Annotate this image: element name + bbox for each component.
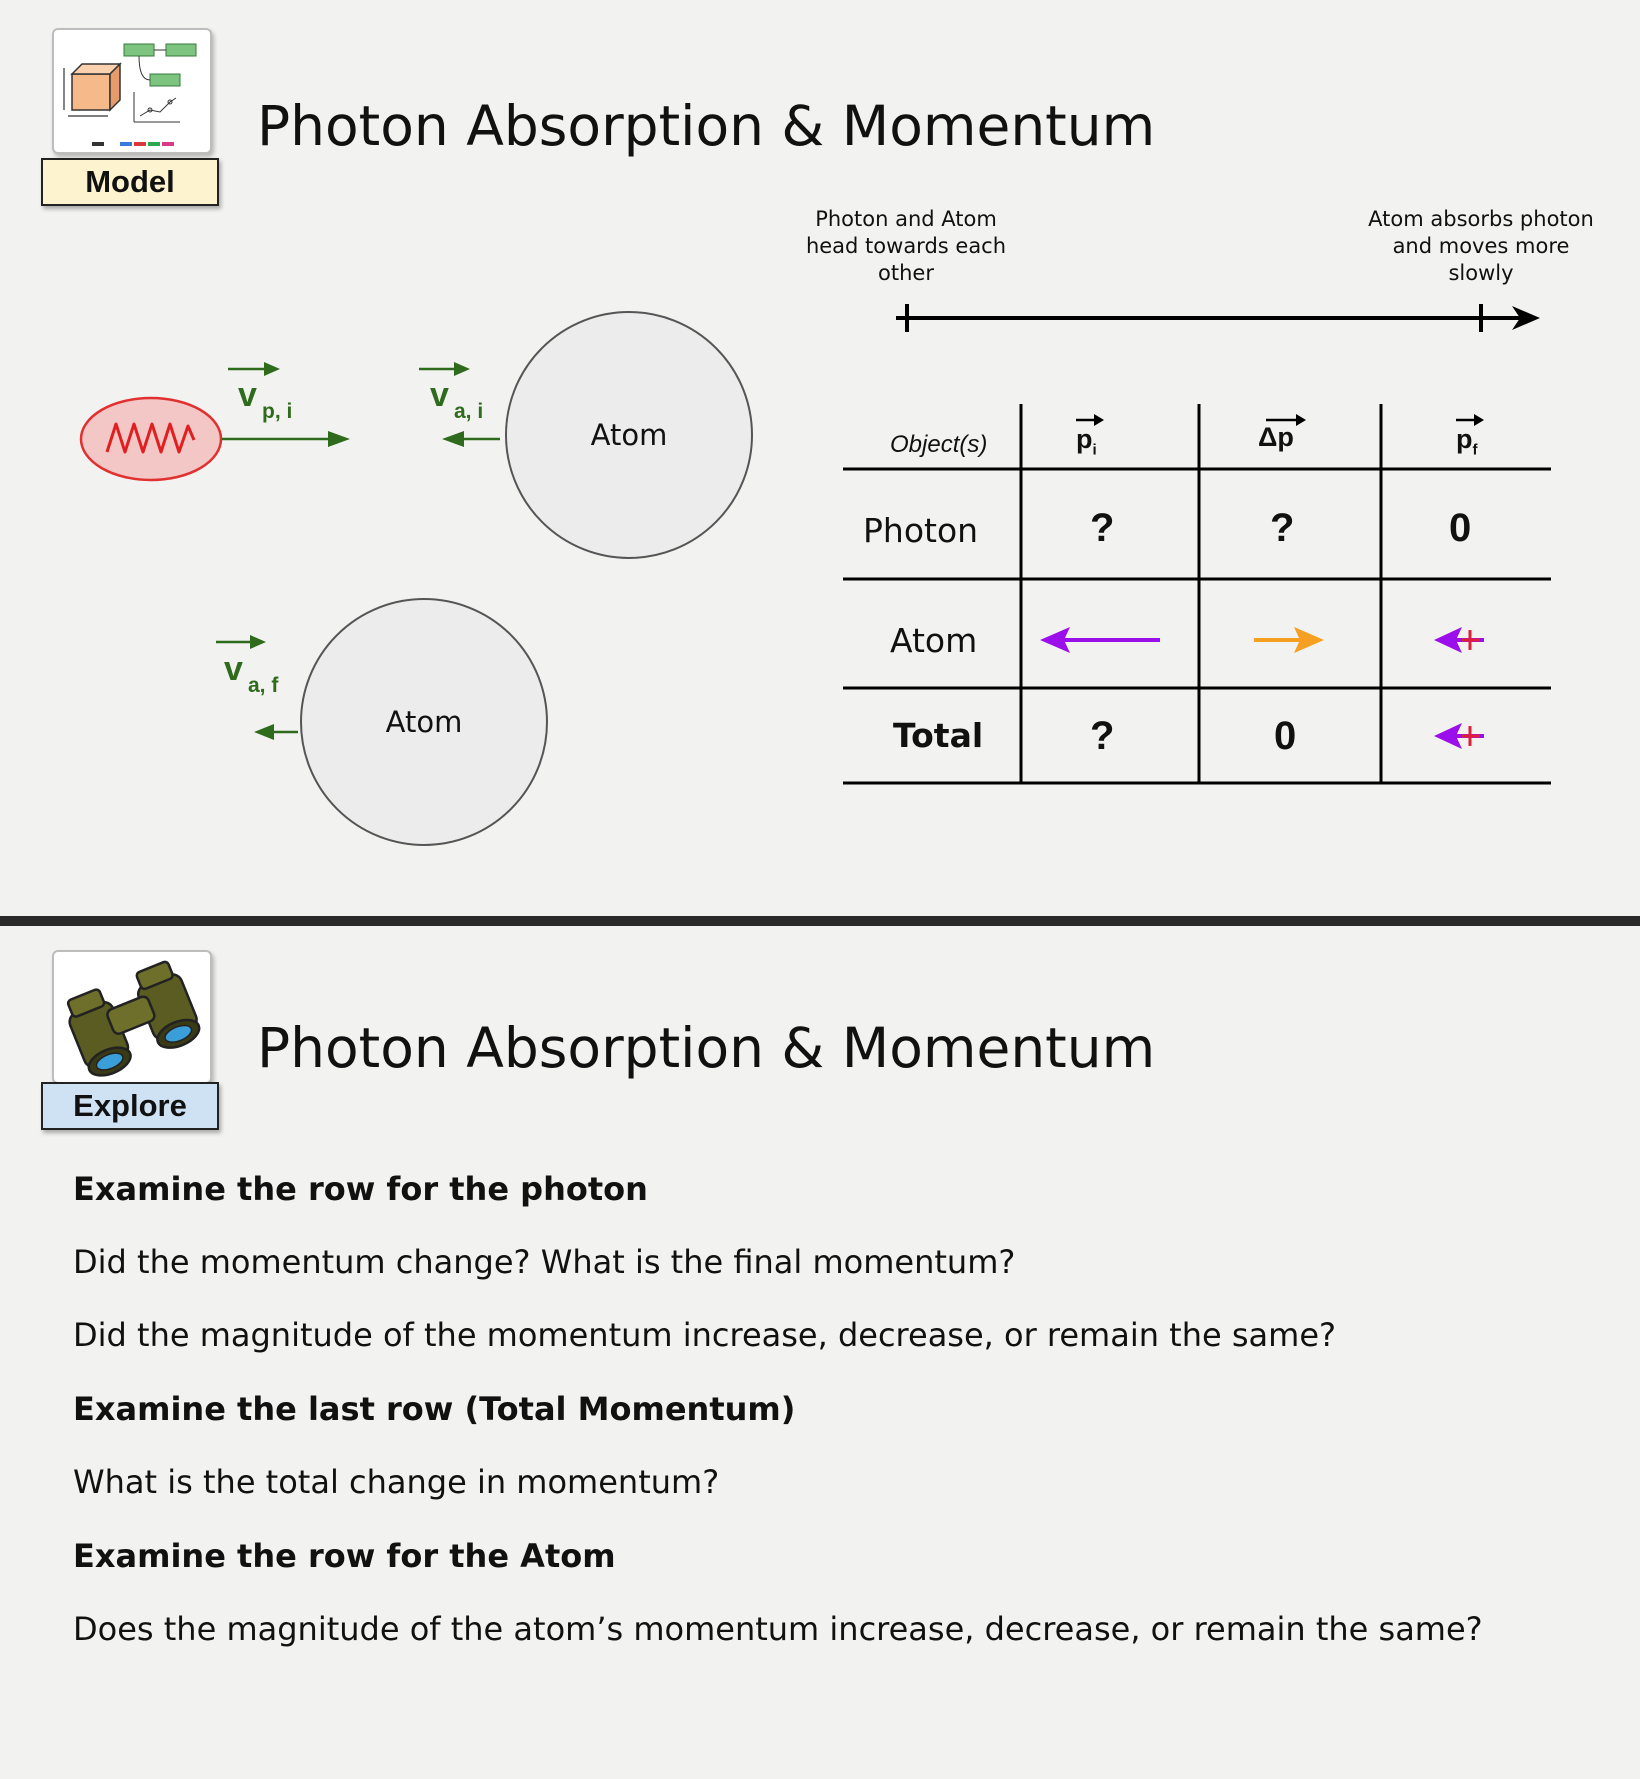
table-row-total-label: Total [893,716,984,755]
table-header-final-momentum: $p_f$ [1456,424,1478,459]
question-photon-magnitude: Did the magnitude of the momentum increase, decrease, or remain the same? [73,1316,1336,1354]
explore-slide [0,926,1640,1779]
table-header-objects: Object(s) [890,431,988,458]
question-photon-change: Did the momentum change? What is the final momentum? [73,1243,1016,1281]
timeline-start-caption: Photon and Atom head towards each other [805,207,1007,285]
atom-initial: Atom [505,311,753,559]
question-heading-photon: Examine the row for the photon [73,1170,648,1208]
total-momentum-change: 0 [1274,714,1297,758]
question-atom-magnitude: Does the magnitude of the atom’s momentum increase, decrease, or remain the same? [73,1610,1483,1648]
question-heading-atom: Examine the row for the Atom [73,1537,616,1575]
question-heading-total: Examine the last row (Total Momentum) [73,1390,796,1428]
model-badge-label: Model [41,158,219,206]
question-total-change: What is the total change in momentum? [73,1463,720,1501]
photon-momentum-change: ? [1270,506,1295,550]
total-initial-momentum: ? [1090,714,1115,758]
explore-title: Photon Absorption & Momentum [257,1016,1156,1080]
timeline-end-caption: Atom absorbs photon and moves more slowly [1368,207,1594,285]
table-header-initial-momentum: $p_i$ [1076,424,1097,459]
table-header-momentum-change: Δp [1258,422,1294,452]
atom-final: Atom [300,598,548,846]
table-row-photon-label: Photon [863,511,979,550]
table-row-atom-label: Atom [890,621,978,660]
photon-initial-momentum: ? [1090,506,1115,550]
slide-divider [0,916,1640,926]
page-title: Photon Absorption & Momentum [257,94,1156,158]
model-slide: Model Photon Absorption & Momentum Photon and Atom head towards each other Atom absorbs photon and moves more slowly v p, i v a, i v a, f Atom Atom Object(s) $p_i$ Δp $p_f$ Photon Atom Total ? ? 0 ? 0 [0,0,1640,916]
binoculars-icon [52,950,212,1084]
photon-final-momentum: 0 [1449,506,1472,550]
explore-badge-label: Explore [41,1082,219,1130]
